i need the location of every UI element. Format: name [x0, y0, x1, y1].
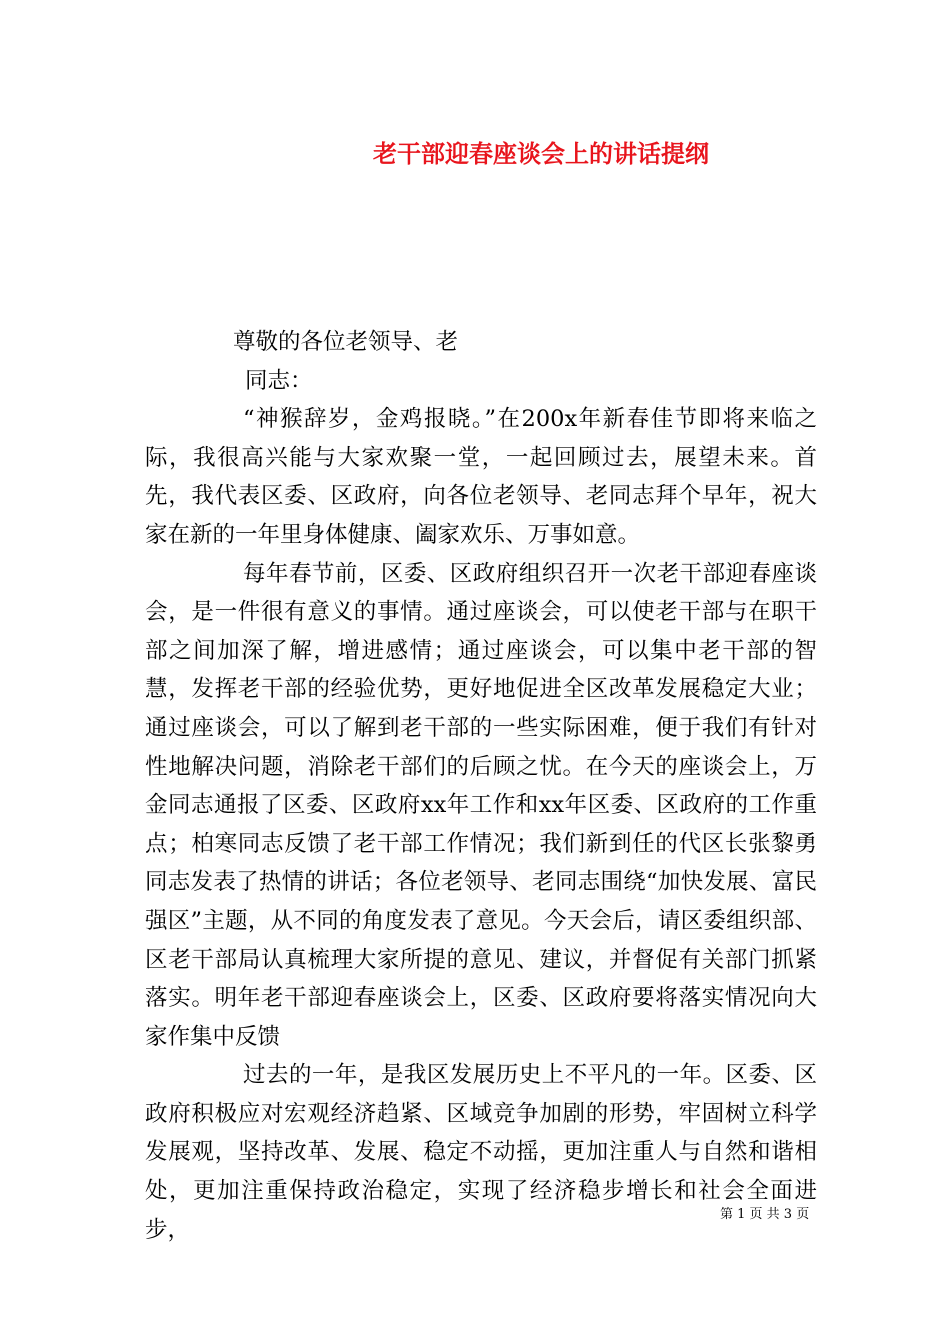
salutation-line-2: 同志：: [245, 367, 313, 394]
paragraph-past-year: 过去的一年，是我区发展历史上不平凡的一年。区委、区政府积极应对宏观经济趋紧、区域竞争加剧的形势，牢固树立科学发展观，坚持改革、发展、稳定不动摇，更加注重人与自然和谐相处，更加注重保持政治稳定，实现了经济稳步增长和社会全面进步，: [145, 1062, 817, 1243]
page-number-footer: 第 1 页 共 3 页: [720, 1207, 810, 1222]
document-title: 老干部迎春座谈会上的讲话提纲: [373, 139, 709, 168]
paragraph-opening: “神猴辞岁，金鸡报晓。”在200x年新春佳节即将来临之际，我很高兴能与大家欢聚一堂，一起回顾过去，展望未来。首先，我代表区委、区政府，向各位老领导、老同志拜个早年，祝大家在新的一年里身体健康、阖家欢乐、万事如意。: [145, 406, 817, 548]
paragraph-meeting: 每年春节前，区委、区政府组织召开一次老干部迎春座谈会，是一件很有意义的事情。通过座谈会，可以使老干部与在职干部之间加深了解，增进感情；通过座谈会，可以集中老干部的智慧，发挥老干部的经验优势，更好地促进全区改革发展稳定大业；通过座谈会，可以了解到老干部的一些实际困难，便于我们有针对性地解决问题，消除老干部们的后顾之忧。在今天的座谈会上，万金同志通报了区委、区政府xx年工作和xx年区委、区政府的工作重点；柏寒同志反馈了老干部工作情况；我们新到任的代区长张黎勇同志发表了热情的讲话；各位老领导、老同志围绕“加快发展、富民强区”主题，从不同的角度发表了意见。今天会后，请区委组织部、区老干部局认真梳理大家所提的意见、建议，并督促有关部门抓紧落实。明年老干部迎春座谈会上，区委、区政府要将落实情况向大家作集中反馈: [145, 560, 817, 1050]
document-body: [145, 323, 817, 1249]
salutation-line-1: 尊敬的各位老领导、老: [233, 329, 459, 355]
